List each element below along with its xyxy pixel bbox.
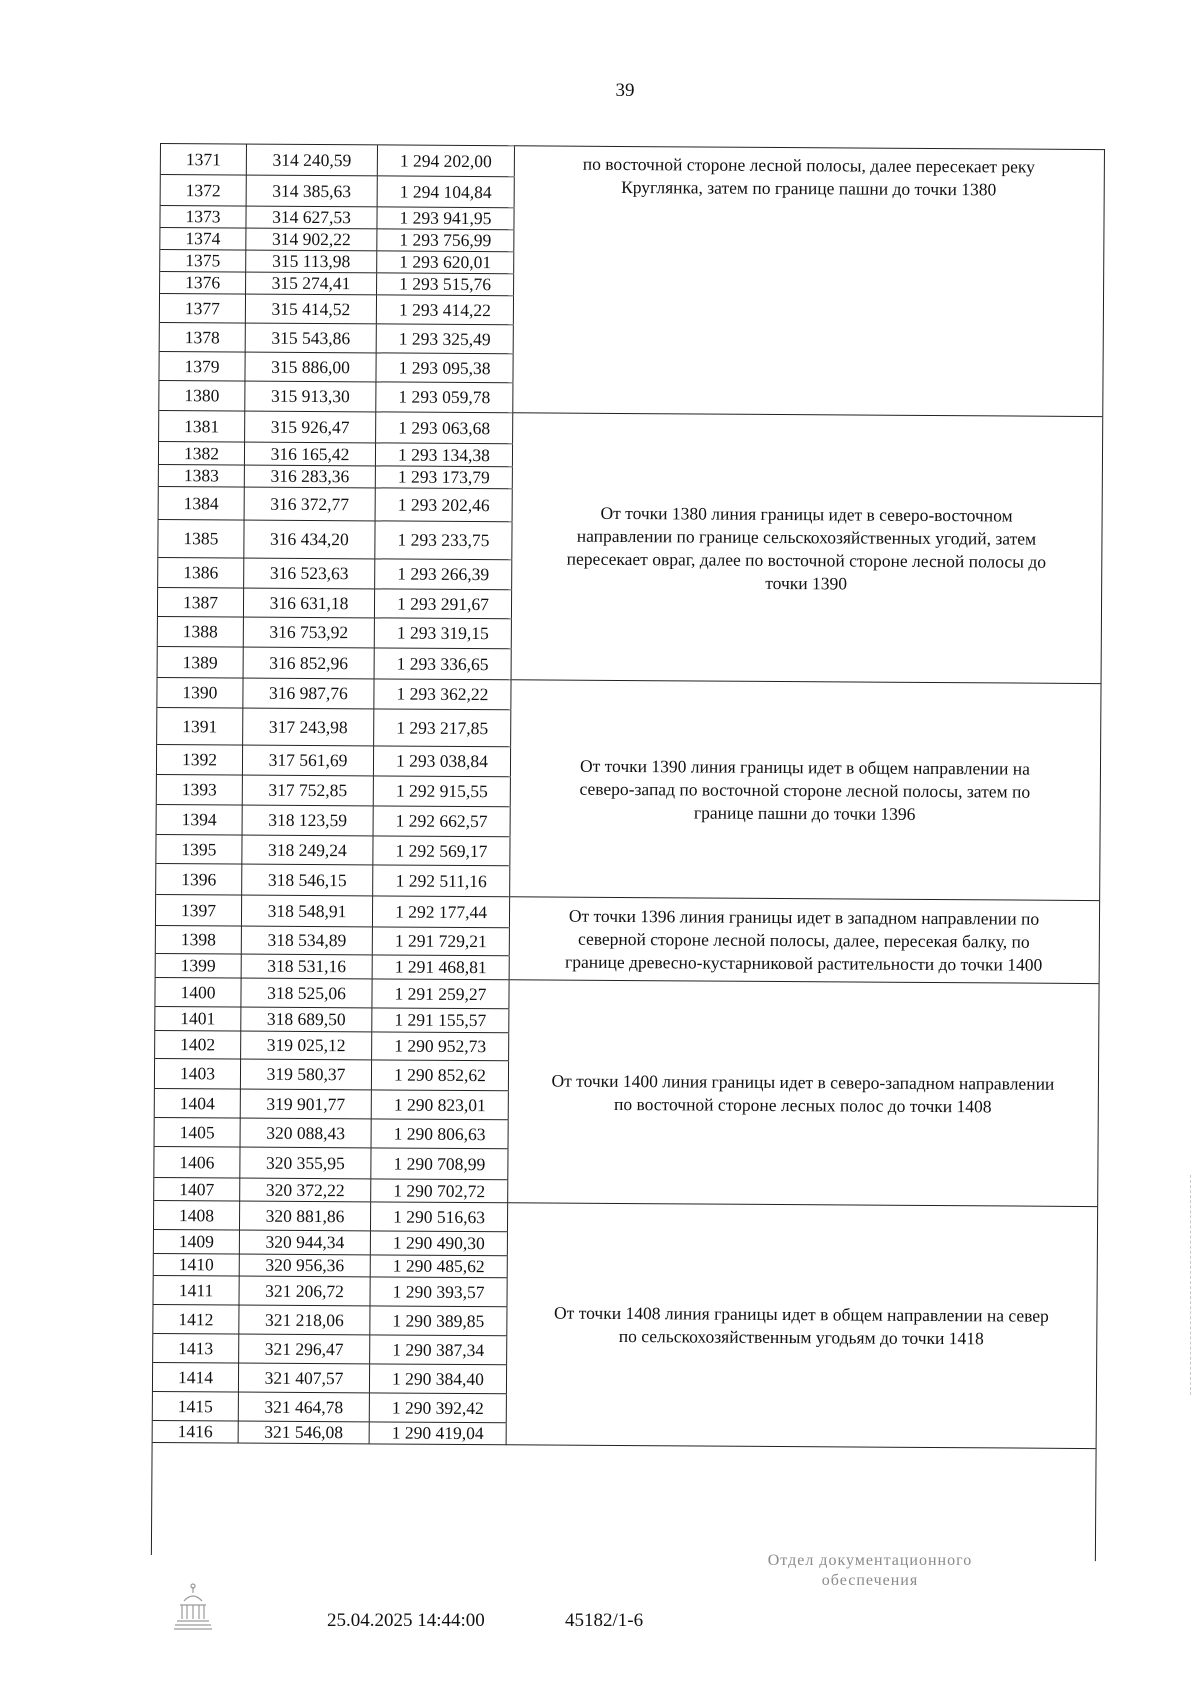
point-number-cell: 1395	[156, 835, 242, 864]
description-cell	[506, 1203, 1098, 1449]
y-coordinate-cell: 1 290 419,04	[370, 1422, 507, 1444]
point-number-cell: 1394	[157, 805, 243, 835]
table-row	[159, 352, 513, 383]
table-row	[157, 775, 511, 807]
table-row	[155, 1007, 509, 1033]
y-coordinate-cell: 1 290 485,62	[371, 1255, 508, 1277]
emblem-icon	[172, 1583, 214, 1631]
table-row	[158, 520, 512, 560]
table-row	[157, 708, 511, 747]
point-number-cell: 1381	[159, 411, 245, 442]
y-coordinate-cell: 1 290 806,63	[372, 1119, 509, 1148]
x-coordinate-cell: 314 627,53	[246, 207, 377, 229]
point-number-cell: 1388	[158, 617, 244, 647]
x-coordinate-cell: 319 901,77	[241, 1090, 372, 1119]
description-line: по сельскохозяйственным угодьям до точки 1418	[618, 1325, 984, 1349]
x-coordinate-cell: 320 944,34	[240, 1231, 371, 1255]
point-number-cell: 1413	[153, 1334, 239, 1363]
x-coordinate-cell: 316 283,36	[245, 466, 376, 488]
description-line: Круглянка, затем по границе пашни до точки 1380	[621, 176, 997, 200]
department-stamp-line2: обеспечения	[821, 1572, 919, 1589]
table-row	[157, 805, 511, 837]
x-coordinate-cell: 315 414,52	[246, 295, 377, 324]
description-line: От точки 1408 линия границы идет в общем направлении на север	[554, 1302, 1049, 1326]
table-row	[160, 294, 514, 325]
point-number-cell: 1400	[155, 978, 241, 1007]
description-line: северной стороне лесной полосы, далее, пересекая балку, по	[577, 928, 1030, 952]
x-coordinate-cell: 316 753,92	[244, 618, 375, 648]
table-row	[155, 978, 509, 1009]
y-coordinate-cell: 1 290 852,62	[372, 1060, 509, 1090]
table-row	[161, 144, 515, 177]
x-coordinate-cell: 320 088,43	[241, 1119, 372, 1148]
table-row	[156, 954, 510, 980]
table-row	[153, 1392, 507, 1423]
x-coordinate-cell: 318 546,15	[242, 865, 373, 896]
x-coordinate-cell: 314 240,59	[247, 145, 378, 176]
description-line: точки 1390	[765, 572, 848, 593]
table-row	[158, 647, 512, 680]
x-coordinate-cell: 320 372,22	[240, 1179, 371, 1202]
table-row	[159, 442, 513, 467]
table-row	[155, 1059, 509, 1091]
y-coordinate-cell: 1 294 104,84	[378, 176, 515, 207]
point-number-cell: 1409	[154, 1230, 240, 1254]
table-row	[159, 381, 513, 413]
point-number-cell: 1415	[153, 1392, 239, 1421]
table-row	[156, 895, 510, 928]
x-coordinate-cell: 318 548,91	[242, 896, 373, 927]
point-number-cell: 1392	[157, 745, 243, 775]
y-coordinate-cell: 1 290 389,85	[370, 1306, 507, 1335]
y-coordinate-cell: 1 290 708,99	[371, 1148, 508, 1179]
point-number-cell: 1397	[156, 895, 242, 926]
department-stamp-line1: Отдел документационного	[767, 1552, 973, 1569]
description-line: От точки 1390 линия границы идет в общем направлении на	[579, 755, 1031, 779]
x-coordinate-cell: 320 956,36	[240, 1255, 371, 1277]
y-coordinate-cell: 1 293 319,15	[375, 618, 512, 648]
point-number-cell: 1406	[154, 1147, 240, 1178]
description-cell	[512, 146, 1104, 417]
x-coordinate-cell: 316 631,18	[244, 589, 375, 618]
y-coordinate-cell: 1 293 173,79	[376, 466, 513, 488]
x-coordinate-cell: 321 218,06	[239, 1306, 370, 1335]
x-coordinate-cell: 315 274,41	[246, 273, 377, 295]
point-number-cell: 1407	[154, 1178, 240, 1201]
point-number-cell: 1372	[161, 175, 247, 206]
point-number-cell: 1398	[156, 926, 242, 954]
point-number-cell: 1384	[159, 487, 245, 520]
table-row	[153, 1305, 507, 1336]
point-number-cell: 1414	[153, 1363, 239, 1392]
y-coordinate-cell: 1 291 259,27	[372, 979, 509, 1008]
margin-mark	[1190, 1175, 1192, 1395]
y-coordinate-cell: 1 293 291,67	[375, 589, 512, 618]
point-number-cell: 1403	[155, 1059, 241, 1089]
y-coordinate-cell: 1 290 490,30	[371, 1231, 508, 1255]
y-coordinate-cell: 1 290 702,72	[371, 1179, 508, 1202]
x-coordinate-cell: 318 534,89	[242, 927, 373, 955]
y-coordinate-cell: 1 290 823,01	[372, 1090, 509, 1119]
table-row	[160, 228, 514, 252]
point-number-cell: 1411	[154, 1276, 240, 1305]
table-row	[153, 1421, 507, 1445]
table-row	[160, 250, 514, 274]
point-number-cell: 1375	[160, 250, 246, 272]
y-coordinate-cell: 1 293 063,68	[376, 412, 513, 443]
x-coordinate-cell: 318 525,06	[241, 979, 372, 1008]
table-row	[156, 864, 510, 897]
table-row	[154, 1178, 508, 1203]
point-number-cell: 1376	[160, 272, 246, 294]
table-row	[160, 272, 514, 296]
footer-document-id: 45182/1-6	[565, 1610, 644, 1631]
table-row	[156, 835, 510, 866]
table-row	[157, 745, 511, 777]
page-number: 39	[615, 80, 635, 101]
x-coordinate-cell: 320 881,86	[240, 1202, 371, 1231]
description-line: От точки 1396 линия границы идет в западном направлении по	[568, 905, 1040, 929]
x-coordinate-cell: 320 355,95	[240, 1148, 371, 1179]
y-coordinate-cell: 1 293 515,76	[377, 273, 514, 295]
x-coordinate-cell: 321 206,72	[240, 1277, 371, 1306]
table-row	[154, 1201, 508, 1232]
description-cell	[511, 413, 1103, 684]
y-coordinate-cell: 1 292 569,17	[373, 836, 510, 865]
x-coordinate-cell: 318 123,59	[243, 806, 374, 836]
table-row	[153, 1334, 507, 1365]
x-coordinate-cell: 317 561,69	[243, 746, 374, 776]
table-row	[153, 1276, 507, 1307]
x-coordinate-cell: 314 385,63	[247, 176, 378, 207]
y-coordinate-cell: 1 290 392,42	[370, 1393, 507, 1422]
x-coordinate-cell: 315 886,00	[245, 353, 376, 382]
table-row	[153, 1363, 507, 1394]
y-coordinate-cell: 1 294 202,00	[378, 145, 515, 176]
point-number-cell: 1412	[153, 1305, 239, 1334]
coordinates-column-group	[151, 143, 514, 1557]
y-coordinate-cell: 1 293 233,75	[375, 521, 512, 559]
point-number-cell: 1373	[160, 206, 246, 228]
point-number-cell: 1416	[153, 1421, 239, 1443]
y-coordinate-cell: 1 293 756,99	[377, 229, 514, 251]
description-line: границе пашни до точки 1396	[693, 802, 916, 824]
y-coordinate-cell: 1 293 325,49	[377, 324, 514, 353]
point-number-cell: 1408	[154, 1201, 240, 1230]
description-line: От точки 1380 линия границы идет в северо-восточном	[600, 502, 1013, 526]
table-row	[159, 411, 513, 444]
table-row	[159, 465, 513, 489]
x-coordinate-cell: 317 243,98	[243, 709, 374, 746]
table-row	[160, 323, 514, 354]
y-coordinate-cell: 1 293 266,39	[375, 559, 512, 589]
x-coordinate-cell: 317 752,85	[243, 776, 374, 806]
point-number-cell: 1374	[160, 228, 246, 250]
table-row	[156, 926, 510, 956]
point-number-cell: 1410	[154, 1254, 240, 1276]
y-coordinate-cell: 1 293 038,84	[374, 746, 511, 776]
point-number-cell: 1402	[155, 1031, 241, 1059]
table-row	[157, 678, 511, 710]
department-stamp	[720, 1551, 1020, 1591]
boundary-coordinates-table	[151, 143, 1105, 1561]
table-row	[158, 588, 512, 619]
x-coordinate-cell: 316 523,63	[244, 559, 375, 589]
x-coordinate-cell: 318 249,24	[242, 836, 373, 865]
point-number-cell: 1405	[155, 1118, 241, 1147]
description-line: От точки 1400 линия границы идет в северо-западном направлении	[551, 1070, 1055, 1094]
x-coordinate-cell: 319 580,37	[241, 1060, 372, 1090]
point-number-cell: 1389	[158, 647, 244, 678]
description-cell	[509, 897, 1100, 984]
y-coordinate-cell: 1 290 952,73	[372, 1032, 509, 1060]
point-number-cell: 1379	[159, 352, 245, 381]
y-coordinate-cell: 1 290 516,63	[371, 1202, 508, 1231]
y-coordinate-cell: 1 293 134,38	[376, 443, 513, 466]
y-coordinate-cell: 1 290 393,57	[370, 1277, 507, 1306]
description-line: северо-запад по восточной стороне лесной полосы, затем по	[579, 778, 1031, 802]
y-coordinate-cell: 1 291 155,57	[372, 1008, 509, 1032]
y-coordinate-cell: 1 293 941,95	[377, 207, 514, 229]
x-coordinate-cell: 315 113,98	[246, 251, 377, 273]
description-line: направлении по границе сельскохозяйственных угодий, затем	[576, 525, 1037, 549]
description-cell	[509, 680, 1100, 901]
description-line: границе древесно-кустарниковой растительности до точки 1400	[565, 951, 1043, 975]
description-cell	[507, 980, 1098, 1207]
point-number-cell: 1380	[159, 381, 245, 411]
y-coordinate-cell: 1 293 059,78	[376, 382, 513, 412]
x-coordinate-cell: 321 546,08	[239, 1422, 370, 1444]
y-coordinate-cell: 1 293 217,85	[374, 709, 511, 746]
point-number-cell: 1401	[155, 1007, 241, 1031]
table-row	[160, 206, 514, 230]
point-number-cell: 1383	[159, 465, 245, 487]
point-number-cell: 1387	[158, 588, 244, 617]
y-coordinate-cell: 1 291 468,81	[373, 955, 510, 979]
y-coordinate-cell: 1 292 511,16	[373, 865, 510, 896]
y-coordinate-cell: 1 293 336,65	[375, 648, 512, 679]
x-coordinate-cell: 314 902,22	[246, 229, 377, 251]
y-coordinate-cell: 1 293 620,01	[377, 251, 514, 273]
x-coordinate-cell: 319 025,12	[241, 1032, 372, 1060]
table-row	[158, 558, 512, 590]
description-line: по восточной стороне лесных полос до точки 1408	[613, 1093, 992, 1116]
table-row	[154, 1230, 508, 1256]
x-coordinate-cell: 321 407,57	[239, 1364, 370, 1393]
x-coordinate-cell: 318 531,16	[242, 955, 373, 979]
description-line: пересекает овраг, далее по восточной стороне лесной полосы до	[566, 548, 1047, 572]
point-number-cell: 1393	[157, 775, 243, 805]
x-coordinate-cell: 316 852,96	[244, 648, 375, 679]
x-coordinate-cell: 321 464,78	[239, 1393, 370, 1422]
point-number-cell: 1385	[158, 520, 244, 558]
x-coordinate-cell: 316 372,77	[245, 488, 376, 521]
point-number-cell: 1382	[159, 442, 245, 465]
y-coordinate-cell: 1 290 384,40	[370, 1364, 507, 1393]
point-number-cell: 1386	[158, 558, 244, 588]
x-coordinate-cell: 316 987,76	[243, 679, 374, 709]
y-coordinate-cell: 1 292 662,57	[374, 806, 511, 836]
table-row	[155, 1118, 509, 1149]
point-number-cell: 1404	[155, 1089, 241, 1118]
table-row	[161, 175, 515, 208]
y-coordinate-cell: 1 291 729,21	[373, 927, 510, 955]
y-coordinate-cell: 1 292 177,44	[373, 896, 510, 927]
x-coordinate-cell: 318 689,50	[241, 1008, 372, 1032]
table-row	[155, 1089, 509, 1120]
y-coordinate-cell: 1 293 095,38	[376, 353, 513, 382]
table-row	[158, 617, 512, 649]
y-coordinate-cell: 1 292 915,55	[374, 776, 511, 806]
table-row	[154, 1147, 508, 1180]
x-coordinate-cell: 315 543,86	[246, 324, 377, 353]
table-row	[159, 487, 513, 522]
y-coordinate-cell: 1 293 202,46	[376, 488, 513, 521]
y-coordinate-cell: 1 293 414,22	[377, 295, 514, 324]
x-coordinate-cell: 316 434,20	[244, 521, 375, 559]
point-number-cell: 1390	[157, 678, 243, 708]
x-coordinate-cell: 315 926,47	[245, 412, 376, 443]
point-number-cell: 1377	[160, 294, 246, 323]
x-coordinate-cell: 316 165,42	[245, 443, 376, 466]
footer-date: 25.04.2025 14:44:00	[327, 1610, 485, 1631]
point-number-cell: 1391	[157, 708, 243, 745]
table-row	[154, 1254, 508, 1278]
x-coordinate-cell: 321 296,47	[239, 1335, 370, 1364]
point-number-cell: 1371	[161, 144, 247, 175]
table-row	[155, 1031, 509, 1061]
description-column	[505, 145, 1105, 1561]
description-line: по восточной стороне лесной полосы, далее пересекает реку	[582, 153, 1036, 177]
point-number-cell: 1399	[156, 954, 242, 978]
point-number-cell: 1378	[160, 323, 246, 352]
y-coordinate-cell: 1 293 362,22	[374, 679, 511, 709]
point-number-cell: 1396	[156, 864, 242, 895]
x-coordinate-cell: 315 913,30	[245, 382, 376, 412]
y-coordinate-cell: 1 290 387,34	[370, 1335, 507, 1364]
